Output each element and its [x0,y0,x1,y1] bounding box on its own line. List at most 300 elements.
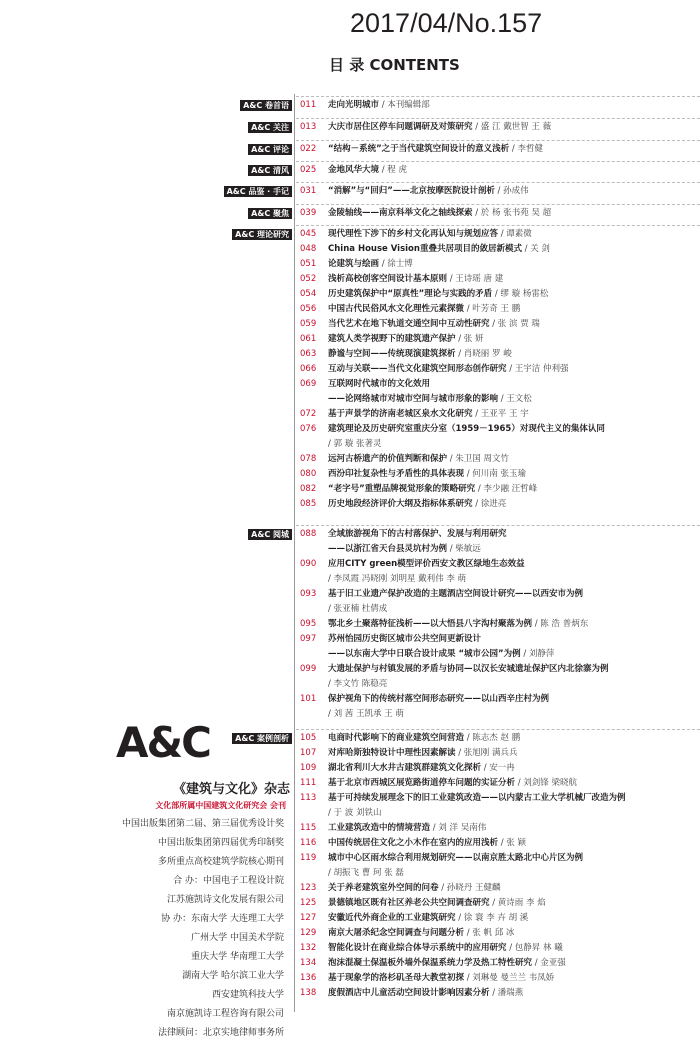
entry-title [328,422,605,437]
toc-entry[interactable] [300,482,700,497]
entry-title-text: 对库哈斯独特设计中理性因素解读 [328,748,456,758]
entry-authors: 郭 璇 张著灵 [333,439,382,449]
author-separator: / [447,454,456,464]
entry-authors: 徐 寰 李 卉 胡 溪 [463,913,529,923]
toc-entry[interactable] [300,692,700,707]
entry-title [328,746,518,761]
author-separator: / [464,928,473,938]
masthead-line: 合 办：中国电子工程设计院 [173,876,284,886]
toc-entry[interactable] [300,941,700,956]
entry-title [328,896,546,911]
toc-entry[interactable] [300,362,700,377]
entry-title [328,377,430,392]
entry-authors: 王亚平 王 宇 [480,409,529,419]
entry-title [328,163,407,178]
masthead-info [20,815,284,1043]
entry-authors: 张 帆 邱 冰 [472,928,515,938]
entry-title [328,662,609,677]
author-separator: / [447,544,456,554]
toc-entry[interactable] [300,731,700,746]
entry-authors: 胡振飞 曹 珂 张 磊 [333,868,404,878]
entry-title-text: 智能化设计在商业综合体导示系统中的应用研究 [328,943,507,953]
entry-title [328,437,381,452]
page-number: 105 [300,733,317,743]
page-number: 107 [300,748,317,758]
entry-title [328,467,526,482]
page-number: 045 [300,229,317,239]
entry-title-text: ——以浙江省天台县灵坑村为例 [328,544,448,554]
entry-title-text: 互联网时代城市的文化效用 [328,379,431,389]
entry-authors: 刘剑锋 梁晓航 [523,778,577,788]
entry-authors: 於 杨 张书苑 吴 超 [480,208,552,218]
page-number: 052 [300,274,317,284]
entry-authors: 李文竹 陈稳亮 [333,679,388,689]
toc-entry[interactable] [300,836,700,851]
page-number: 113 [300,793,317,803]
entry-title [328,120,551,135]
entry-title-text: 金陵轴线——南京科举文化之轴线探索 [328,208,473,218]
page-number: 111 [300,778,317,788]
author-separator: / [379,165,388,175]
page-number: 061 [300,334,317,344]
entry-authors: 张 妍 [463,334,484,344]
toc-entry[interactable] [300,257,700,272]
entry-title-text: 现代理性下涉下的乡村文化再认知与规划应答 [328,229,499,239]
entry-authors: 朱卫国 周文竹 [455,454,509,464]
toc-entry[interactable] [300,572,700,587]
section-tag: A&C 评论 [248,144,292,155]
toc-entry[interactable] [300,776,700,791]
author-separator: / [475,484,484,494]
page-number: 063 [300,349,317,359]
section-tag: A&C 清风 [248,165,292,176]
entry-authors: 包静昇 林 曦 [514,943,563,953]
entry-title-text: 建筑理论及历史研究室重庆分室（1959－1965）对现代主义的集体认同 [328,424,605,434]
author-separator: / [472,208,481,218]
page-number: 051 [300,259,317,269]
section-tag: A&C 理论研究 [232,229,292,240]
entry-authors: 盛 江 戴世智 王 薇 [480,122,552,132]
toc-entry[interactable] [300,242,700,257]
section-tag: A&C 聚焦 [248,208,292,219]
entry-title [328,184,529,199]
entry-authors: 关 剑 [530,244,550,254]
entry-title-text: 关于养老建筑室外空间的问卷 [328,883,439,893]
toc-entry[interactable] [300,791,700,806]
author-separator: / [492,289,501,299]
toc-entry[interactable] [300,806,700,821]
entry-title [328,821,486,836]
author-separator: / [379,259,388,269]
entry-authors: 王诗瑶 唐 建 [455,274,504,284]
entry-title-text: 景德镇地区既有社区养老公共空间调查研究 [328,898,490,908]
entry-title-text: 远河古桥遗产的价值判断和保护 [328,454,448,464]
author-separator: / [532,958,541,968]
page-number: 080 [300,469,317,479]
toc-entry[interactable] [300,120,700,135]
entry-title-text: 城市中心区雨水综合利用规划研究——以南京胜太路北中心片区为例 [328,853,584,863]
page-number: 054 [300,289,317,299]
page-number: 059 [300,319,317,329]
entry-title [328,836,526,851]
toc-entry[interactable] [300,98,700,113]
toc-entry[interactable] [300,227,700,242]
entry-title [328,851,583,866]
entry-title [328,392,532,407]
page-number: 125 [300,898,317,908]
author-separator: / [328,439,334,449]
author-separator: / [464,733,473,743]
masthead-line: 江苏施凯诗文化发展有限公司 [166,895,284,905]
masthead-line: 中国出版集团第四届优秀印制奖 [157,838,284,848]
entry-authors: 程 虎 [387,165,407,175]
entry-title [328,572,466,587]
entry-title-text: 电商时代影响下的商业建筑空间营造 [328,733,465,743]
toc-entry[interactable] [300,497,700,512]
author-separator: / [447,274,456,284]
author-separator: / [494,186,504,196]
author-separator: / [498,838,507,848]
toc-entry[interactable] [300,851,700,866]
entry-title [328,452,509,467]
toc-entry[interactable] [300,392,700,407]
toc-entry[interactable] [300,287,700,302]
entry-title [328,692,549,707]
toc-entry[interactable] [300,866,700,881]
toc-entry[interactable] [300,302,700,317]
page-number: 082 [300,484,317,494]
entry-title-text: 安徽近代外商企业的工业建筑研究 [328,913,456,923]
entry-authors: 谭素微 [506,229,532,239]
toc-entry[interactable] [300,926,700,941]
page-number: 088 [300,529,317,539]
entry-title-text: 苏州怡园历史街区城市公共空间更新设计 [328,634,482,644]
author-separator: / [521,244,531,254]
toc-entry[interactable] [300,467,700,482]
sponsor-line: 文化部所属中国建筑文化研究会 会刊 [155,801,286,810]
author-separator: / [498,229,507,239]
entry-title [328,98,430,113]
entry-title [328,287,548,302]
magazine-name: 《建筑与文化》杂志 [172,782,290,797]
masthead-line: 协 办：东南大学 大连理工大学 [161,914,284,924]
entry-authors: 张亚楠 杜倩成 [333,604,388,614]
author-separator: / [328,604,334,614]
author-separator: / [509,144,518,154]
section-tag: A&C 案例剖析 [232,733,292,744]
toc-entry[interactable] [300,422,700,437]
entry-authors: 柴敏远 [455,544,481,554]
toc-entry[interactable] [300,437,700,452]
entry-title [328,317,540,332]
entry-authors: 何川南 张玉瑜 [472,469,526,479]
author-separator: / [464,469,473,479]
entry-title-text: 浅析高校创客空间设计基本原则 [328,274,448,284]
author-separator: / [472,122,481,132]
author-separator: / [455,334,464,344]
entry-authors: 刘静萍 [528,649,555,659]
entry-authors: 李凤霞 冯晓刚 刘明星 戴利伟 李 萌 [333,574,467,584]
page-number: 109 [300,763,317,773]
entry-title [328,206,551,221]
entry-title [328,332,484,347]
page-number: 129 [300,928,317,938]
toc-entry[interactable] [300,647,700,662]
toc-entry[interactable] [300,407,700,422]
toc-entry[interactable] [300,527,700,542]
toc-entry[interactable] [300,662,700,677]
page-number: 093 [300,589,317,599]
entry-title [328,142,543,157]
entry-title [328,941,563,956]
entry-title [328,527,507,542]
entry-authors: 于 波 刘铁山 [333,808,382,818]
author-separator: / [328,679,334,689]
entry-title [328,227,532,242]
toc-entry[interactable] [300,821,700,836]
entry-authors: 本刊编辑部 [387,100,430,110]
toc-entry[interactable] [300,911,700,926]
entry-title-text: 基于北京市西城区展览路街道停车问题的实证分析 [328,778,516,788]
entry-title-text: China House Vision重叠共居项目的敛居新模式 [328,244,522,254]
toc-entry[interactable] [300,632,700,647]
toc-entry[interactable] [300,557,700,572]
page-number: 132 [300,943,317,953]
author-separator: / [379,100,388,110]
author-separator: / [328,808,334,818]
toc-entry[interactable] [300,542,700,557]
section-tag: A&C 品鉴 · 手记 [224,186,292,197]
entry-title [328,881,501,896]
entry-authors: 肖晓丽 罗 峻 [463,349,512,359]
masthead-line: 法律顾问：北京实地律师事务所 [157,1028,284,1038]
page-number: 097 [300,634,317,644]
toc-entry[interactable] [300,206,700,221]
entry-title [328,971,554,986]
entry-title [328,986,523,1001]
page-number: 013 [300,122,317,132]
entry-authors: 金亚强 [540,958,566,968]
page-number: 127 [300,913,317,923]
toc-entry[interactable] [300,602,700,617]
entry-authors: 陈 浩 普炳东 [540,619,589,629]
entry-title [328,632,481,647]
entry-authors: 缪 璇 杨雷松 [500,289,549,299]
toc-entry[interactable] [300,452,700,467]
page-number: 101 [300,694,317,704]
page-number: 134 [300,958,317,968]
page-number: 099 [300,664,317,674]
page-number: 066 [300,364,317,374]
author-separator: / [430,823,439,833]
toc-title: 目 录 CONTENTS [329,56,460,74]
entry-title [328,677,387,692]
author-separator: / [515,778,524,788]
entry-title [328,542,481,557]
entry-title-text: 工业建筑改造中的情境营造 [328,823,431,833]
author-separator: / [481,763,490,773]
masthead-line: 广州大学 中国美术学院 [191,933,284,943]
entry-title [328,956,566,971]
author-separator: / [532,619,541,629]
toc-entry[interactable] [300,317,700,332]
entry-title-text: 西汾印社复杂性与矛盾性的具体表现 [328,469,465,479]
author-separator: / [506,943,515,953]
entry-authors: 张 滨 贾 瑞 [497,319,540,329]
author-separator: / [455,748,464,758]
toc-entry[interactable] [300,184,700,199]
toc-entry[interactable] [300,956,700,971]
entry-title-text: 基于现象学的洛杉矶圣母大教堂初探 [328,973,465,983]
page-number: 031 [300,186,317,196]
entry-authors: 徐进亮 [480,499,507,509]
page-number: 048 [300,244,317,254]
author-separator: / [464,973,473,983]
page-number: 022 [300,144,317,154]
author-separator: / [498,394,507,404]
entry-title-text: 泡沫混凝土保温板外墙外保温系统力学及热工特性研究 [328,958,533,968]
entry-title-text: “结构－系统”之于当代建筑空间设计的意义浅析 [328,144,510,154]
author-separator: / [489,898,498,908]
entry-authors: 张 颖 [506,838,526,848]
entry-title-text: “老字号”重塑品牌视觉形象的策略研究 [328,484,476,494]
entry-title-text: ——以东南大学中日联合设计成果 “城市公园”为例 [328,649,521,659]
entry-title-text: ——论网络城市对城市空间与城市形象的影响 [328,394,499,404]
entry-title-text: 南京大屠杀纪念空间调查与问题分析 [328,928,465,938]
entry-title-text: “消解”与“回归”——北京按摩医院设计剖析 [328,186,495,196]
entry-title-text: 度假酒店中儿童活动空间设计影响因素分析 [328,988,490,998]
entry-title-text: 大庆市居住区停车问题调研及对策研究 [328,122,473,132]
entry-title [328,302,520,317]
entry-title-text: 基于可持续发展理念下的旧工业建筑改造——以内蒙古工业大学机械厂改造为例 [328,793,626,803]
author-separator: / [489,988,498,998]
toc-entry[interactable] [300,746,700,761]
entry-title [328,587,583,602]
entry-title-text: 走向光明城市 [328,100,380,110]
author-separator: / [328,868,334,878]
entry-title-text: 历史建筑保护中“原真性”理论与实践的矛盾 [328,289,493,299]
entry-authors: 孙成伟 [503,186,529,196]
entry-title [328,866,404,881]
toc-entry[interactable] [300,332,700,347]
entry-authors: 王宇洁 仲利强 [514,364,569,374]
entry-authors: 安一冉 [489,763,515,773]
page-number: 115 [300,823,317,833]
toc-entry[interactable] [300,587,700,602]
entry-title [328,911,528,926]
entry-authors: 叶芳奇 王 鹏 [472,304,521,314]
masthead-line: 湖南大学 哈尔滨工业大学 [182,971,284,981]
entry-authors: 王文松 [506,394,532,404]
entry-title-text: 大遗址保护与村镇发展的矛盾与协同—以汉长安城遗址保护区内北徐寨为例 [328,664,609,674]
toc-entry[interactable] [300,617,700,632]
entry-title-text: 应用CITY green模型评价西安文教区绿地生态效益 [328,559,525,569]
page-number: 056 [300,304,317,314]
entry-title-text: 历史地段经济评价大纲及指标体系研究 [328,499,473,509]
toc-entry[interactable] [300,986,700,1001]
toc-entry[interactable] [300,163,700,178]
entry-title-text: 静谧与空间——传统现演建筑探析 [328,349,456,359]
entry-title-text: 建筑人类学视野下的建筑遗产保护 [328,334,456,344]
toc-entry[interactable] [300,707,700,722]
entry-title [328,602,387,617]
toc-entry[interactable] [300,971,700,986]
entry-title-text: 中国传统居住文化之小木作在室内的应用浅析 [328,838,499,848]
masthead-line: 西安建筑科技大学 [211,990,284,1000]
entry-title [328,776,577,791]
toc-entry[interactable] [300,896,700,911]
author-separator: / [438,883,447,893]
entry-authors: 刘 茜 王凯承 王 萌 [333,709,404,719]
author-separator: / [520,649,529,659]
entry-title-text: 论建筑与绘画 [328,259,380,269]
masthead-line: 多所重点高校建筑学院核心期刊 [157,857,284,867]
entry-authors: 张旭刚 满兵兵 [463,748,518,758]
entry-title-text: 金地风华大境 [328,165,380,175]
toc-entry[interactable] [300,881,700,896]
page-number: 069 [300,379,317,389]
author-separator: / [472,409,481,419]
masthead-line: 重庆大学 华南理工大学 [191,952,284,962]
section-tag: A&C 卷首语 [240,100,292,111]
entry-title [328,761,515,776]
toc-entry[interactable] [300,142,700,157]
toc-entry[interactable] [300,677,700,692]
entry-title-text: 基于声景学的济南老城区泉水文化研究 [328,409,473,419]
entry-title [328,482,537,497]
author-separator: / [506,364,515,374]
toc-entry[interactable] [300,761,700,776]
entry-title [328,731,520,746]
entry-title [328,272,503,287]
entry-title [328,257,413,272]
page-number: 123 [300,883,317,893]
entry-title [328,347,512,362]
page-number: 119 [300,853,317,863]
entry-authors: 刘 洋 吴南伟 [438,823,487,833]
entry-authors: 李少融 汪哲峰 [483,484,538,494]
entry-title [328,242,550,257]
page-number: 025 [300,165,317,175]
toc-entry[interactable] [300,272,700,287]
page-number: 138 [300,988,317,998]
page-number: 039 [300,208,317,218]
masthead-line: 中国出版集团第二届、第三届优秀设计奖 [121,819,284,829]
page-number: 085 [300,499,317,509]
section-tag: A&C 阅城 [248,529,292,540]
entry-title-text: 全域旅游视角下的古村落保护、发展与利用研究 [328,529,507,539]
page-number: 116 [300,838,317,848]
page-number: 095 [300,619,317,629]
page-number: 076 [300,424,317,434]
entry-title [328,497,506,512]
entry-title-text: 保护视角下的传统村落空间形态研究——以山西辛庄村为例 [328,694,550,704]
author-separator: / [328,709,334,719]
toc-entry[interactable] [300,377,700,392]
entry-authors: 潘瑞燕 [497,988,524,998]
ac-logo: A&C [116,718,210,767]
page-number: 136 [300,973,317,983]
entry-title [328,362,569,377]
entry-title-text: 互动与关联——当代文化建筑空间形态创作研究 [328,364,507,374]
masthead-line: 南京施凯诗工程咨询有限公司 [166,1009,284,1019]
toc-entry[interactable] [300,347,700,362]
entry-title-text: 鄂北乡土聚落特征浅析——以大悟县八字沟村聚落为例 [328,619,533,629]
entry-title [328,791,626,806]
entry-authors: 李哲健 [517,144,543,154]
page-number: 011 [300,100,317,110]
author-separator: / [328,574,334,584]
